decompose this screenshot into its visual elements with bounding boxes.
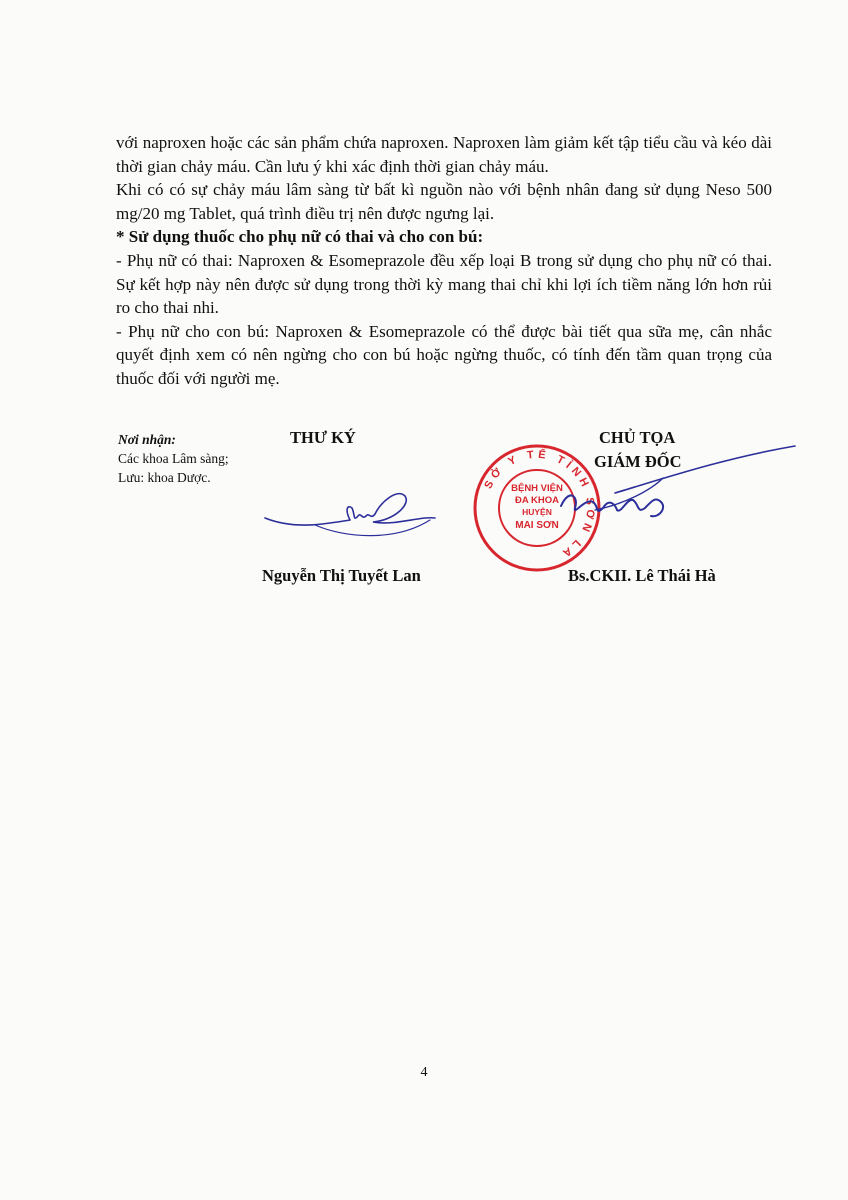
stamp-line: MAI SƠN — [515, 520, 559, 531]
page-number: 4 — [420, 1065, 428, 1080]
chair-name: Bs.CKII. Lê Thái Hà — [568, 566, 716, 585]
recipient-line: Các khoa Lâm sàng; — [118, 451, 229, 466]
stamp-line: BỆNH VIỆN — [511, 483, 563, 494]
paragraph-stop-treatment: Khi có có sự chảy máu lâm sàng từ bất kì nguồn nào với bệnh nhân đang sử dụng Neso 500 mg/20 mg Tablet, quá trình điều trị nên được ngưng lại. — [116, 180, 772, 223]
stamp-line: ĐA KHOA — [515, 495, 559, 506]
director-signature — [555, 438, 805, 533]
paragraph-pregnant-women: - Phụ nữ có thai: Naproxen & Esomeprazole đều xếp loại B trong sử dụng cho phụ nữ có thai. Sự kết hợp này nên được sử dụng trong thời kỳ mang thai chỉ khi lợi ích tiềm năng lớn hơn rủi ro cho thai nhi. — [116, 250, 772, 318]
document-body — [116, 131, 772, 391]
recipients-block — [118, 430, 229, 487]
paragraph-breastfeeding: - Phụ nữ cho con bú: Naproxen & Esomeprazole có thể được bài tiết qua sữa mẹ, cân nhắc quyết định xem có nên ngừng cho con bú hoặc ngừng thuốc, có tính đến tầm quan trọng của thuốc đối với người mẹ. — [116, 321, 772, 388]
secretary-name: Nguyễn Thị Tuyết Lan — [262, 566, 421, 585]
director-title: GIÁM ĐỐC — [594, 452, 682, 471]
stamp-line: HUYỆN — [522, 507, 552, 517]
chair-title: CHỦ TỌA — [599, 428, 676, 447]
paragraph-bleeding-time: với naproxen hoặc các sản phẩm chứa naproxen. Naproxen làm giảm kết tập tiểu cầu và kéo dài thời gian chảy máu. Cần lưu ý khi xác định thời gian chảy máu. — [116, 133, 772, 176]
recipient-line: Lưu: khoa Dược. — [118, 470, 211, 485]
secretary-title: THƯ KÝ — [290, 428, 356, 447]
secretary-signature — [255, 480, 445, 550]
recipients-label: Nơi nhận: — [118, 432, 176, 447]
stamp-outer-text: SỞ Y TẾ TỈNH SƠN LA — [482, 448, 597, 562]
section-heading-pregnancy: * Sử dụng thuốc cho phụ nữ có thai và cho con bú: — [116, 227, 484, 247]
